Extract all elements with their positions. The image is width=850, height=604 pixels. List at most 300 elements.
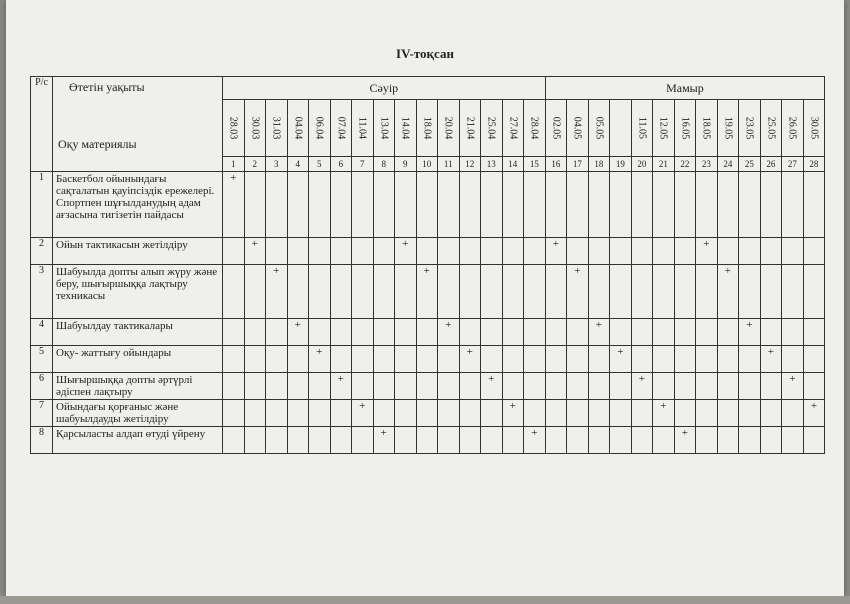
plus-mark: +: [760, 346, 782, 373]
empty-cell: [782, 400, 804, 427]
plus-mark: +: [438, 319, 460, 346]
plus-mark: +: [739, 319, 761, 346]
empty-cell: [330, 427, 352, 454]
empty-cell: [502, 265, 524, 319]
plus-mark: +: [782, 373, 804, 400]
date-cell: [459, 100, 481, 157]
empty-cell: [223, 400, 245, 427]
empty-cell: [653, 319, 675, 346]
month-april: Сәуір: [223, 77, 546, 100]
empty-cell: [459, 265, 481, 319]
empty-cell: [567, 238, 589, 265]
date-cell: [782, 100, 804, 157]
empty-cell: [373, 172, 395, 238]
lesson-index: 8: [373, 157, 395, 172]
empty-cell: [545, 346, 567, 373]
empty-cell: [502, 427, 524, 454]
empty-cell: [244, 346, 266, 373]
empty-cell: [416, 427, 438, 454]
plus-mark: +: [287, 319, 309, 346]
empty-cell: [610, 373, 632, 400]
date-label: 04.04: [292, 116, 304, 140]
date-label: 13.04: [378, 116, 390, 140]
empty-cell: [739, 400, 761, 427]
empty-cell: [481, 427, 503, 454]
date-cell: [502, 100, 524, 157]
empty-cell: [674, 265, 696, 319]
empty-cell: [416, 346, 438, 373]
empty-cell: [244, 373, 266, 400]
plus-mark: +: [223, 172, 245, 238]
empty-cell: [223, 427, 245, 454]
empty-cell: [610, 319, 632, 346]
date-cell: [588, 100, 610, 157]
plus-mark: +: [803, 400, 825, 427]
empty-cell: [223, 265, 245, 319]
table-row: [31, 427, 825, 454]
empty-cell: [395, 319, 417, 346]
empty-cell: [244, 172, 266, 238]
empty-cell: [739, 427, 761, 454]
empty-cell: [610, 172, 632, 238]
empty-cell: [631, 319, 653, 346]
plus-mark: +: [717, 265, 739, 319]
empty-cell: [266, 400, 288, 427]
date-label: 07.04: [335, 116, 347, 140]
lesson-index: 21: [653, 157, 675, 172]
empty-cell: [524, 172, 546, 238]
table-row: [31, 172, 825, 238]
plus-mark: +: [244, 238, 266, 265]
date-cell: [287, 100, 309, 157]
empty-cell: [631, 346, 653, 373]
empty-cell: [481, 346, 503, 373]
empty-cell: [717, 427, 739, 454]
empty-cell: [266, 319, 288, 346]
empty-cell: [330, 265, 352, 319]
empty-cell: [309, 172, 331, 238]
empty-cell: [481, 319, 503, 346]
date-cell: [481, 100, 503, 157]
empty-cell: [223, 238, 245, 265]
empty-cell: [803, 172, 825, 238]
empty-cell: [760, 427, 782, 454]
date-label: 19.05: [722, 116, 734, 140]
empty-cell: [287, 238, 309, 265]
empty-cell: [653, 265, 675, 319]
time-label: Өтетін уақыты: [69, 80, 145, 94]
lesson-index: 20: [631, 157, 653, 172]
empty-cell: [545, 400, 567, 427]
lesson-index: 10: [416, 157, 438, 172]
empty-cell: [760, 172, 782, 238]
empty-cell: [287, 346, 309, 373]
empty-cell: [309, 319, 331, 346]
empty-cell: [373, 346, 395, 373]
empty-cell: [545, 373, 567, 400]
date-cell: [653, 100, 675, 157]
empty-cell: [739, 373, 761, 400]
empty-cell: [739, 238, 761, 265]
empty-cell: [330, 238, 352, 265]
plus-mark: +: [481, 373, 503, 400]
empty-cell: [782, 172, 804, 238]
empty-cell: [803, 265, 825, 319]
table-row: [31, 373, 825, 400]
empty-cell: [330, 172, 352, 238]
empty-cell: [502, 319, 524, 346]
date-cell: [674, 100, 696, 157]
date-cell: [803, 100, 825, 157]
empty-cell: [395, 373, 417, 400]
empty-cell: [653, 346, 675, 373]
lesson-index: 7: [352, 157, 374, 172]
empty-cell: [653, 238, 675, 265]
date-cell: [545, 100, 567, 157]
date-cell: [438, 100, 460, 157]
empty-cell: [653, 373, 675, 400]
empty-cell: [223, 319, 245, 346]
empty-cell: [266, 172, 288, 238]
empty-cell: [610, 427, 632, 454]
empty-cell: [330, 319, 352, 346]
empty-cell: [416, 400, 438, 427]
plus-mark: +: [373, 427, 395, 454]
row-number: 3: [31, 265, 53, 319]
lesson-index: 17: [567, 157, 589, 172]
plus-mark: +: [696, 238, 718, 265]
date-cell: [309, 100, 331, 157]
empty-cell: [309, 400, 331, 427]
date-label: 11.04: [356, 116, 368, 140]
empty-cell: [567, 400, 589, 427]
empty-cell: [653, 172, 675, 238]
row-number: 1: [31, 172, 53, 238]
empty-cell: [481, 400, 503, 427]
empty-cell: [674, 346, 696, 373]
empty-cell: [416, 172, 438, 238]
empty-cell: [782, 427, 804, 454]
empty-cell: [524, 346, 546, 373]
date-cell: [524, 100, 546, 157]
empty-cell: [782, 265, 804, 319]
empty-cell: [266, 427, 288, 454]
empty-cell: [674, 172, 696, 238]
lesson-index: 22: [674, 157, 696, 172]
plus-mark: +: [266, 265, 288, 319]
lesson-index: 13: [481, 157, 503, 172]
date-cell: [610, 100, 632, 157]
empty-cell: [567, 319, 589, 346]
empty-cell: [438, 172, 460, 238]
empty-cell: [309, 265, 331, 319]
empty-cell: [760, 238, 782, 265]
empty-cell: [696, 427, 718, 454]
date-cell: [266, 100, 288, 157]
empty-cell: [266, 346, 288, 373]
empty-cell: [653, 427, 675, 454]
empty-cell: [588, 373, 610, 400]
date-cell: [330, 100, 352, 157]
empty-cell: [244, 427, 266, 454]
date-label: 25.05: [765, 116, 777, 140]
empty-cell: [459, 238, 481, 265]
date-label: 14.04: [399, 116, 411, 140]
empty-cell: [287, 427, 309, 454]
plus-mark: +: [610, 346, 632, 373]
date-label: 25.04: [485, 116, 497, 140]
empty-cell: [567, 373, 589, 400]
plus-mark: +: [416, 265, 438, 319]
date-label: 31.03: [270, 116, 282, 140]
date-cell: [416, 100, 438, 157]
empty-cell: [438, 238, 460, 265]
empty-cell: [395, 172, 417, 238]
empty-cell: [459, 172, 481, 238]
empty-cell: [524, 400, 546, 427]
table-row: [31, 265, 825, 319]
date-label: 16.05: [679, 116, 691, 140]
date-label: 05.05: [593, 116, 605, 140]
empty-cell: [287, 265, 309, 319]
empty-cell: [502, 346, 524, 373]
plus-mark: +: [674, 427, 696, 454]
empty-cell: [352, 346, 374, 373]
plus-mark: +: [352, 400, 374, 427]
empty-cell: [524, 373, 546, 400]
empty-cell: [696, 400, 718, 427]
date-label: 28.04: [528, 116, 540, 140]
empty-cell: [674, 238, 696, 265]
empty-cell: [717, 346, 739, 373]
date-label: 30.03: [249, 116, 261, 140]
empty-cell: [739, 172, 761, 238]
empty-cell: [760, 265, 782, 319]
empty-cell: [438, 346, 460, 373]
plus-mark: +: [567, 265, 589, 319]
date-label: 27.04: [507, 116, 519, 140]
empty-cell: [352, 265, 374, 319]
topic-cell: Баскетбол ойынындағы сақталатын қауіпсіздік ережелері. Спортпен шұғылданудың адам ағзасына тигізетін пайдасы: [53, 172, 223, 238]
empty-cell: [631, 172, 653, 238]
topic-cell: Шабуылда допты алып жүру және беру, шығыршыққа лақтыру техникасы: [53, 265, 223, 319]
schedule-table: [30, 76, 825, 454]
empty-cell: [438, 373, 460, 400]
lesson-index: 15: [524, 157, 546, 172]
date-label: 28.03: [227, 116, 239, 140]
plus-mark: +: [524, 427, 546, 454]
empty-cell: [524, 319, 546, 346]
topic-cell: Ойындағы қорғаныс және шабуылдауды жетілдіру: [53, 400, 223, 427]
empty-cell: [696, 373, 718, 400]
empty-cell: [287, 400, 309, 427]
lesson-index: 27: [782, 157, 804, 172]
plus-mark: +: [309, 346, 331, 373]
empty-cell: [567, 346, 589, 373]
empty-cell: [524, 238, 546, 265]
empty-cell: [717, 319, 739, 346]
empty-cell: [717, 172, 739, 238]
empty-cell: [459, 373, 481, 400]
empty-cell: [782, 346, 804, 373]
empty-cell: [373, 265, 395, 319]
empty-cell: [373, 373, 395, 400]
date-cell: [631, 100, 653, 157]
empty-cell: [352, 238, 374, 265]
empty-cell: [588, 427, 610, 454]
plus-mark: +: [545, 238, 567, 265]
lesson-index: 2: [244, 157, 266, 172]
lesson-index: 25: [739, 157, 761, 172]
empty-cell: [588, 346, 610, 373]
empty-cell: [545, 172, 567, 238]
page-title: IV-тоқсан: [396, 46, 454, 61]
empty-cell: [760, 373, 782, 400]
material-label: Оқу материялы: [58, 137, 137, 151]
empty-cell: [244, 400, 266, 427]
empty-cell: [352, 427, 374, 454]
empty-cell: [438, 427, 460, 454]
topic-cell: Ойын тактикасын жетілдіру: [53, 238, 223, 265]
lesson-index: 6: [330, 157, 352, 172]
empty-cell: [545, 265, 567, 319]
empty-cell: [717, 373, 739, 400]
table-row: [31, 346, 825, 373]
lesson-index: 23: [696, 157, 718, 172]
date-cell: [760, 100, 782, 157]
empty-cell: [631, 400, 653, 427]
date-label: 06.04: [313, 116, 325, 140]
empty-cell: [352, 172, 374, 238]
month-header-row: [31, 77, 825, 100]
empty-cell: [459, 319, 481, 346]
table-row: [31, 319, 825, 346]
date-cell: [373, 100, 395, 157]
date-label: 04.05: [571, 116, 583, 140]
month-may: Мамыр: [545, 77, 825, 100]
empty-cell: [459, 400, 481, 427]
empty-cell: [223, 346, 245, 373]
empty-cell: [395, 427, 417, 454]
empty-cell: [287, 373, 309, 400]
empty-cell: [395, 265, 417, 319]
empty-cell: [696, 319, 718, 346]
empty-cell: [287, 172, 309, 238]
empty-cell: [545, 319, 567, 346]
row-number: 5: [31, 346, 53, 373]
date-label: 26.05: [786, 116, 798, 140]
empty-cell: [782, 319, 804, 346]
lesson-index: 4: [287, 157, 309, 172]
empty-cell: [674, 319, 696, 346]
plus-mark: +: [395, 238, 417, 265]
empty-cell: [610, 238, 632, 265]
empty-cell: [352, 373, 374, 400]
row-number: 4: [31, 319, 53, 346]
empty-cell: [395, 346, 417, 373]
row-number: 7: [31, 400, 53, 427]
empty-cell: [502, 238, 524, 265]
empty-cell: [567, 427, 589, 454]
empty-cell: [674, 400, 696, 427]
date-cell: [352, 100, 374, 157]
empty-cell: [416, 373, 438, 400]
empty-cell: [244, 265, 266, 319]
lesson-index: 26: [760, 157, 782, 172]
date-label: 18.04: [421, 116, 433, 140]
date-cell: [244, 100, 266, 157]
empty-cell: [760, 319, 782, 346]
empty-cell: [309, 427, 331, 454]
lesson-index: 1: [223, 157, 245, 172]
empty-cell: [631, 427, 653, 454]
empty-cell: [330, 346, 352, 373]
empty-cell: [266, 373, 288, 400]
lesson-index: 14: [502, 157, 524, 172]
date-label: 21.04: [464, 116, 476, 140]
empty-cell: [309, 373, 331, 400]
empty-cell: [373, 319, 395, 346]
topic-header: [53, 77, 223, 172]
date-cell: [223, 100, 245, 157]
table-row: [31, 238, 825, 265]
row-number: 6: [31, 373, 53, 400]
plus-mark: +: [502, 400, 524, 427]
empty-cell: [588, 265, 610, 319]
empty-cell: [481, 265, 503, 319]
rc-header: Р/с: [31, 77, 53, 172]
empty-cell: [696, 265, 718, 319]
lesson-index: 11: [438, 157, 460, 172]
lesson-index: 28: [803, 157, 825, 172]
empty-cell: [438, 265, 460, 319]
empty-cell: [588, 238, 610, 265]
empty-cell: [696, 172, 718, 238]
empty-cell: [416, 319, 438, 346]
empty-cell: [782, 238, 804, 265]
date-label: 23.05: [743, 116, 755, 140]
date-label: 20.04: [442, 116, 454, 140]
topic-cell: Шабуылдау тактикалары: [53, 319, 223, 346]
table-row: [31, 400, 825, 427]
empty-cell: [373, 400, 395, 427]
date-label: 11.05: [636, 116, 648, 140]
empty-cell: [717, 400, 739, 427]
lesson-index: 18: [588, 157, 610, 172]
empty-cell: [438, 400, 460, 427]
empty-cell: [373, 238, 395, 265]
empty-cell: [524, 265, 546, 319]
empty-cell: [266, 238, 288, 265]
plus-mark: +: [631, 373, 653, 400]
empty-cell: [610, 265, 632, 319]
row-number: 2: [31, 238, 53, 265]
empty-cell: [502, 373, 524, 400]
empty-cell: [696, 346, 718, 373]
table-surface: [0, 596, 850, 604]
lesson-index: 9: [395, 157, 417, 172]
topic-cell: Қарсыласты алдап өтуді үйрену: [53, 427, 223, 454]
empty-cell: [352, 319, 374, 346]
date-cell: [567, 100, 589, 157]
date-cell: [717, 100, 739, 157]
empty-cell: [803, 427, 825, 454]
empty-cell: [803, 319, 825, 346]
empty-cell: [760, 400, 782, 427]
lesson-index: 19: [610, 157, 632, 172]
empty-cell: [481, 238, 503, 265]
empty-cell: [803, 238, 825, 265]
